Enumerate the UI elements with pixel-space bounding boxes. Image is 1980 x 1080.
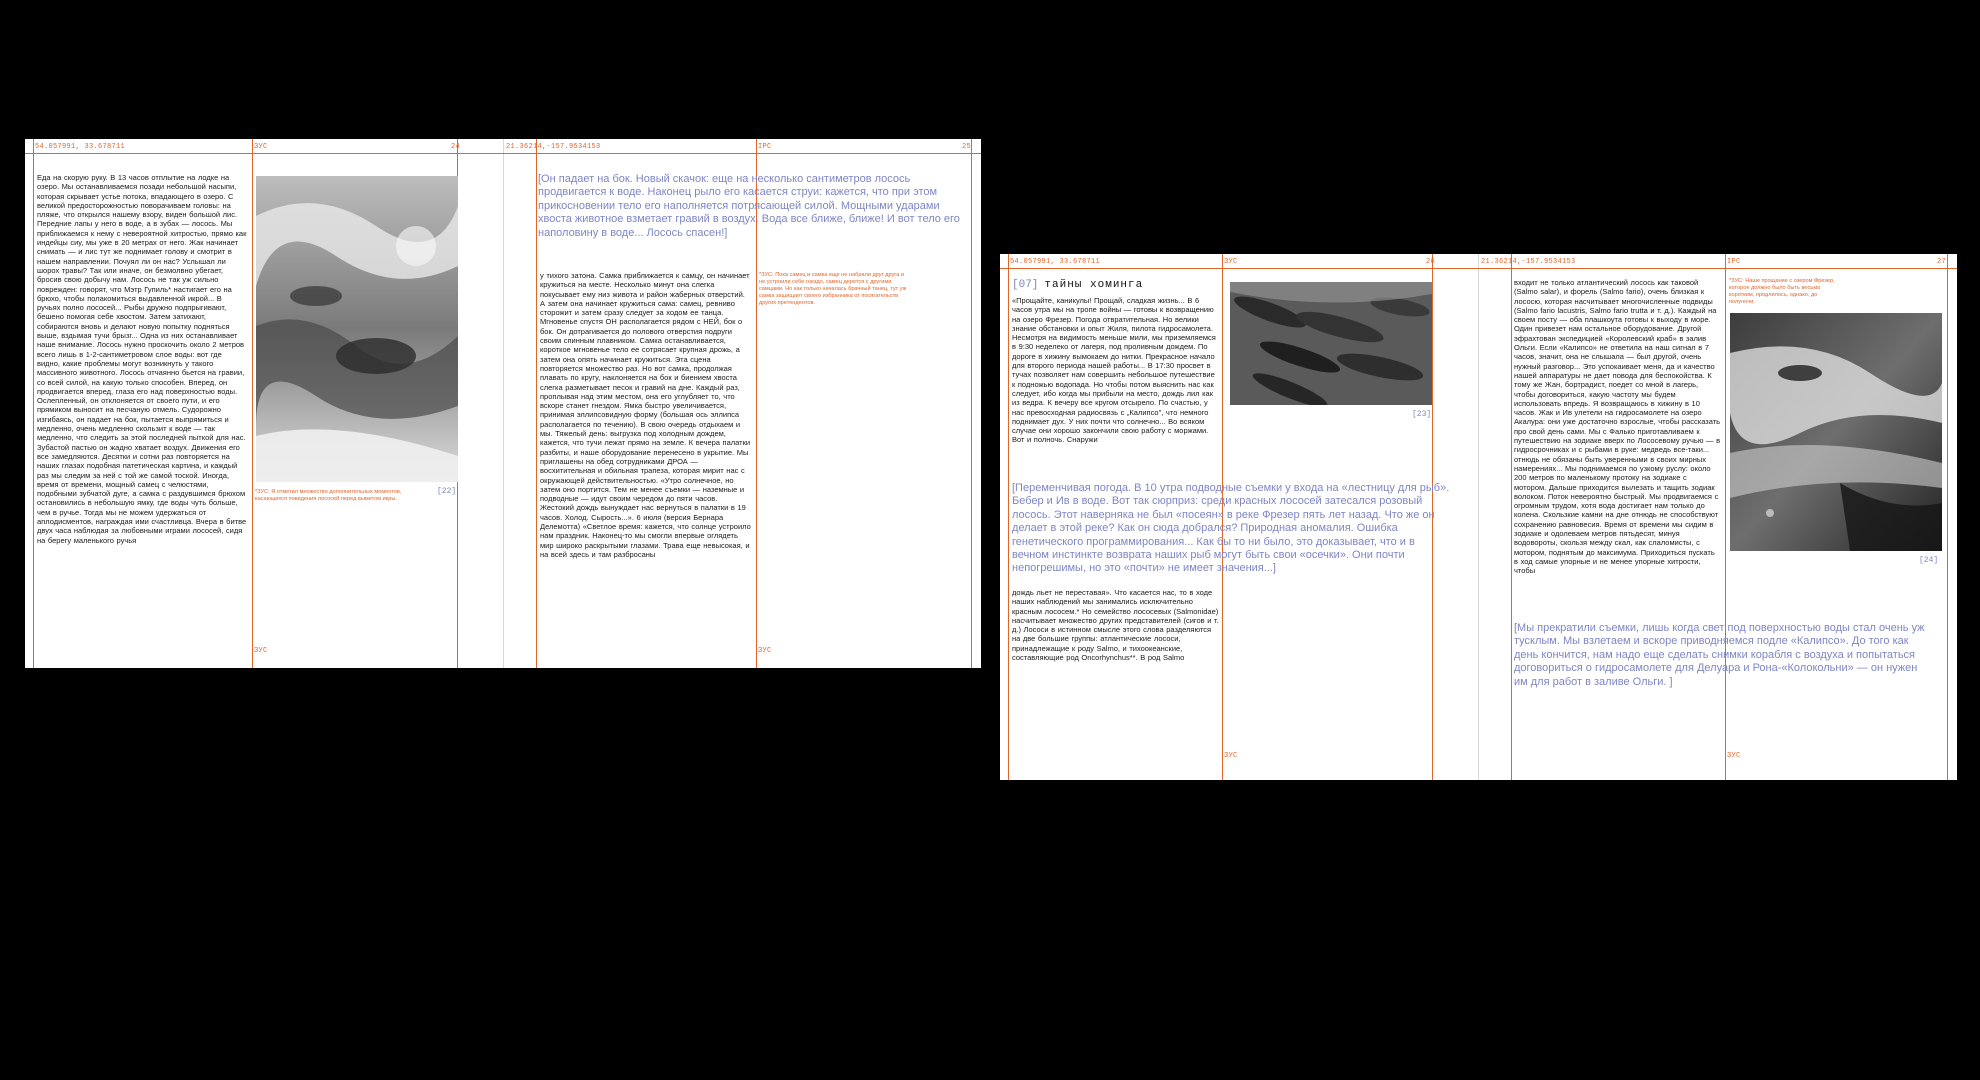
- chapter-number: [07]: [1012, 279, 1039, 291]
- figure-number: [24]: [1919, 556, 1939, 565]
- margin-line: [1947, 254, 1948, 780]
- body-text: входит не только атлантический лосось как таковой (Salmo salar), и форель (Salmo fario), очень близкая к лососю, которая насчитывает многочисленные подвиды (Salmo fario lacustris, Salmo fario trutta и т. д.). Каждый на своем посту — оба плашкоута готовы к выходу в море. Один привезет нам остальное оборудование. Другой эфрахтован экспедицией «Королевский краб» в залив Ольги. Если «Калипсо» не ответила на наш сигнал в 7 часов, значит, она не слышала — был другой, очень нужный разговор... Это успокаивает меня, да и качество нашей аппаратуры не дает повода для беспокойства. К тому же Жан, бортрадист, поедет со мной в лагерь, чтобы договориться, какую частоту мы будем использовать впредь. Я возвращаюсь в хижину в 10 часов. Жак и Ив улетели на гидросамолете на озеро Акалура: они уже достаточно взрослые, чтобы рассказать про свой день сами. Мы с Фалько приготавливаем к путешествию на зодиаке вверх по Лососевому ручью — в гидросрочниках и с рыбами в руке: медведь все-таки... отнюдь не обязаны быть уверенными в своих мирных намерениях... Мы поднимаемся по узкому руслу: около 200 метров по маленькому протоку на зодиаке с мотором. Дальше приходится вылезать и тащить зодиак волоком. Поток невероятно быстрый. Мы продвигаемся с огромным трудом, хотя вода достигает нам только до колена. Скользкие камни на дне отнюдь не способствуют сохранению равновесия. Время от времени мы сидим в зодиаке и одолеваем метров пятьдесят, минуя водовороты, скользя между скал, как слаломисты, с мотором, поднятым до максимума. Приходиться пускать в ход самые упорные и не менее упорные хитрости, чтобы: [1514, 278, 1721, 576]
- page-25: [504, 139, 981, 668]
- spread-right: [1000, 254, 1957, 780]
- page-number: 25: [962, 143, 972, 151]
- page-number: 24: [451, 143, 461, 151]
- page-coords: 54.057991, 33.678711: [35, 143, 126, 151]
- page-label: IPC: [1727, 258, 1741, 266]
- body-text: «Прощайте, каникулы! Прощай, сладкая жизнь... В 6 часов утра мы на тропе войны — готовы к возвращению на озеро Фрезер. Погода отвратительная. Но велики знание обстановки и опыт Жиля, пилота гидросамолета. Несмотря на видимость меньше мили, мы приземляемся в 9:30 неделеко от лагеря, под проливным дождем. По дороге в хижину вымокаем до нитки. Прекрасное начало для второго периода нашей работы... В 17:30 просвет в тучах позволяет нам совершить небольшое путешествие к подножью водопада. Но чтобы потом выяснить нас как следует, ибо когда мы прибыли на место, дождь лил как из ведра. К вечеру все кругом отсырело. По счастью, у нас превосходная радиосвязь с „Калипсо", что немного поднимает дух. У них почти что солнечно... Во всяком случае они хорошо закончили свою работу с моржами. Вот и полночь. Снаружи: [1012, 296, 1216, 445]
- chapter-heading: [1012, 278, 1143, 291]
- body-text: у тихого затона. Самка приближается к самцу, он начинает кружиться на месте. Несколько минут она слегка покусывает ему низ живота и район жаберных отверстий. А затем она начинает кружиться сама: самец, ревниво сторожит и затем сразу следует за ходом ее танца. Мгновенье спустя ОН располагается рядом с НЕЙ, бок о бок. Он дотрагивается до полового отверстия подруги своим спинным плавником. Самка останавливается, короткое мгновенье тело ее сотрясает крупная дрожь, а затем она опять начинает кружиться. Эта сцена повторяется множество раз. Но вот самка, продолжая плавать по кругу, наклоняется на бок и биением хвоста слегка разметывает песок и гравий на дне. Каждый раз, проплывая над этим местом, она его углубляет то, что вскоре станет гнездом. Ямка быстро увеличивается, принимая эллипсовидную форму (большая ось эллипса располагается по течению). В свою очередь отдыхаем и мы. Тяжелый день: выгрузка под холодным дождем, кажется, что тучи лежат прямо на земле. К вечера палатки разбиты, и наше оборудование перенесено в укрытие. Мы приглашены на обед сотрудниками ДРОА — восхитительная и обильная трапеза, которая мирит нас с окружающей действительностью. «Утро солнечное, но затем оно портится. Тем не менее съемки — наземные и подводные — идут своим чередом до пяти часов. Жестокий дождь вынуждает нас вернуться в палатки в 19 часов. Холод. Сырость...». 6 июля (версия Бернара Делемотта) «Светлое время: кажется, что солнце устроило нам праздник. Наконец-то мы смогли впервые оглядеть мир широко раскрытыми глазами. Трава еще невысокая, и на всей здесь и там разбросаны: [540, 271, 751, 559]
- column-line: [1725, 254, 1726, 780]
- photo-salmon-school: [1230, 282, 1432, 405]
- margin-line: [33, 139, 34, 668]
- page-number: 27: [1937, 258, 1947, 266]
- page-26: [1000, 254, 1478, 780]
- spread-left: [25, 139, 981, 668]
- footnote: *ЗУС: Я отметил множество дополнительных моментов, касающихся поведения лососей перед выметом икры.: [255, 489, 402, 502]
- photo-image: [1730, 313, 1942, 551]
- page-label: ЗУС: [1224, 258, 1238, 266]
- page-footer: ЗУС: [1727, 752, 1741, 760]
- page-coords: 21.36214,-157.9534153: [506, 143, 601, 151]
- page-coords: 21.36214,-157.9534153: [1481, 258, 1576, 266]
- page-24: [25, 139, 503, 668]
- pull-quote: [Мы прекратили съемки, лишь когда свет под поверхностью воды стал очень уж тусклым. Мы взлетаем и вскоре приводняемся подле «Калипсо». До того как день кончится, нам надо еще сделать снимки корабля с воздуха и попытаться договориться о гидросамолете для Делуара и Рона-«Колокольни» — он нужен им для работ в заливе Ольги. ]: [1514, 622, 1925, 688]
- footnote: *ЗУС: Пока самец и самка еще не набрали друг друга и не устроили себе гнездо, самец дерется с другими самцами. Но как только началась брачный танец, тут уж самка защищает своего избранника от посягательств других претендентов.: [759, 272, 907, 306]
- photo-river-current: [1730, 313, 1942, 551]
- body-text-continued: дождь льет не переставая». Что касается нас, то в ходе наших наблюдений мы занимались исключительно красным лососем.* Но семейство лососевых (Salmonidae) насчитывает множество других представителей (сигов и т. д.) Лососи в истинном смысле этого слова разделяются на две большие группы: атлантические лососи, принадлежащие к роду Salmo, и тихоокеанские, составляющие род Oncorhynchus**. В род Salmo: [1012, 588, 1219, 663]
- margin-line: [971, 139, 972, 668]
- body-text: Еда на скорую руку. В 13 часов отплытие на лодке на озеро. Мы останавливаемся позади небольшой насыпи, которая скрывает устье потока, впадающего в озеро. С великой предосторожностью поворачиваем головы: на пляже, что открылся нашему взору, виден большой лис. Передние лапы у него в воде, а в зубах — лосось. Мы приближаемся к нему с неверoятной хитростью, прямо как индейцы сиу, мы уже в 20 метрах от него. Жак начинает снимать — и лис тут же поднимает голову и смотрит в нашем направлении. Почуял ли он нас? Услышал ли шорох травы? Так или иначе, он безмолвно убегает, бросив свою добычу нам. Лосось не так уж сильно поврежден: говорят, что Мэтр Гупиль* настигает его на брюхо, чтобы полакомиться выдавленной икрой... В ручьях полно лососей... Рыбы дружно подпрыгивают, бешено помогая себе хвостом. Затем затихают, собираются вновь и делают новую попытку подняться выше, вздымая тучи брызг... Одна из них останавливает наше внимание. Лосось нужно проскочить около 2 метров всего лишь в 1-2-сантиметровом слое воды: вот где видно, какие проблемы могут возникнуть у такого массивного животного. Лосось отчаянно бьется на гравии, со всей силой, на какую только способен. Вперед, он продвигается вперед, глаза его над поверхностью воды. Ослепленный, он отклоняется от своего пути, и его прямиком выносит на песчаную отмель. Судорожно изгибаясь, он падает на бок, пытается выпрямиться и медленно, очень медленно скользит к воде — так медленно, что следить за этой последней пыткой для нас. Зубастой пастью он жадно хватает воздух. Движения его все замедляются. Десятки и сотни раз повторяется на наших глазах подобная патетическая картина, и каждый раз мы следим за ней с той же самой тоской. Иногда, время от времени, мощный самец с челюстями, подобными зубчатой дуге, а самка с раздувшимся брюхом остановились в небольшую ямку, где воды чуть больше, чем в ручье. Тогда мы не можем удержаться от аплодисментов, награждая ими счастливца. Вчера в битве двух часа наблюдая за любовными играми лососей, сидя на берегу маленького ручья: [37, 173, 247, 545]
- column-line: [252, 139, 253, 668]
- chapter-title: тайны хоминга: [1044, 279, 1144, 291]
- pull-quote: [Переменчивая погода. В 10 утра подводные съемки у входа на «лестницу для рыб». Бебер и Ив в воде. Вот так сюрприз: среди красных лососей затесался розовый лосось. Этот наверняка не был «посеян» в реке Фрезер пять лет назад. Что же он делает в этой реке? Как он сюда добрался? Природная аномалия. Ошибка генетического программирования... Как бы то ни было, это доказывает, что и в вечном инстинкте возврата наших рыб могут быть свои «осечки». Они почти непогрешимы, но это «почти» не имеет значения...]: [1012, 482, 1450, 575]
- page-coords: 54.057991, 33.678711: [1010, 258, 1101, 266]
- pull-quote: [Он падает на бок. Новый скачок: еще на несколько сантиметров лосось продвигается к воде. Наконец рыло его касается струи: кажется, что при этом прикосновении тело его наполняется потрясающей силой. Мощными ударами хвоста животное взметает гравий в воздух. Вода все ближе, ближе! И вот тело его наполовину в воде... Лосось спасен!]: [538, 173, 960, 239]
- photo-salmon-rapids: [256, 176, 458, 482]
- figure-number: [22]: [437, 487, 457, 496]
- page-number: 26: [1426, 258, 1436, 266]
- margin-line: [1008, 254, 1009, 780]
- page-27: [1479, 254, 1957, 780]
- photo-image: [1230, 282, 1432, 405]
- photo-image: [256, 176, 458, 482]
- footnote: *ЗУС: Наше прощание с озером Фрезер, которое должно было быть весьма коротким, продлилось, однако, до полуночи.: [1729, 278, 1835, 305]
- page-footer: ЗУС: [1224, 752, 1238, 760]
- page-label: ЗУС: [254, 143, 268, 151]
- page-label: IPC: [758, 143, 772, 151]
- page-footer: ЗУС: [254, 647, 268, 655]
- figure-number: [23]: [1412, 410, 1432, 419]
- page-footer: ЗУС: [758, 647, 772, 655]
- column-line: [1511, 254, 1512, 780]
- column-line: [536, 139, 537, 668]
